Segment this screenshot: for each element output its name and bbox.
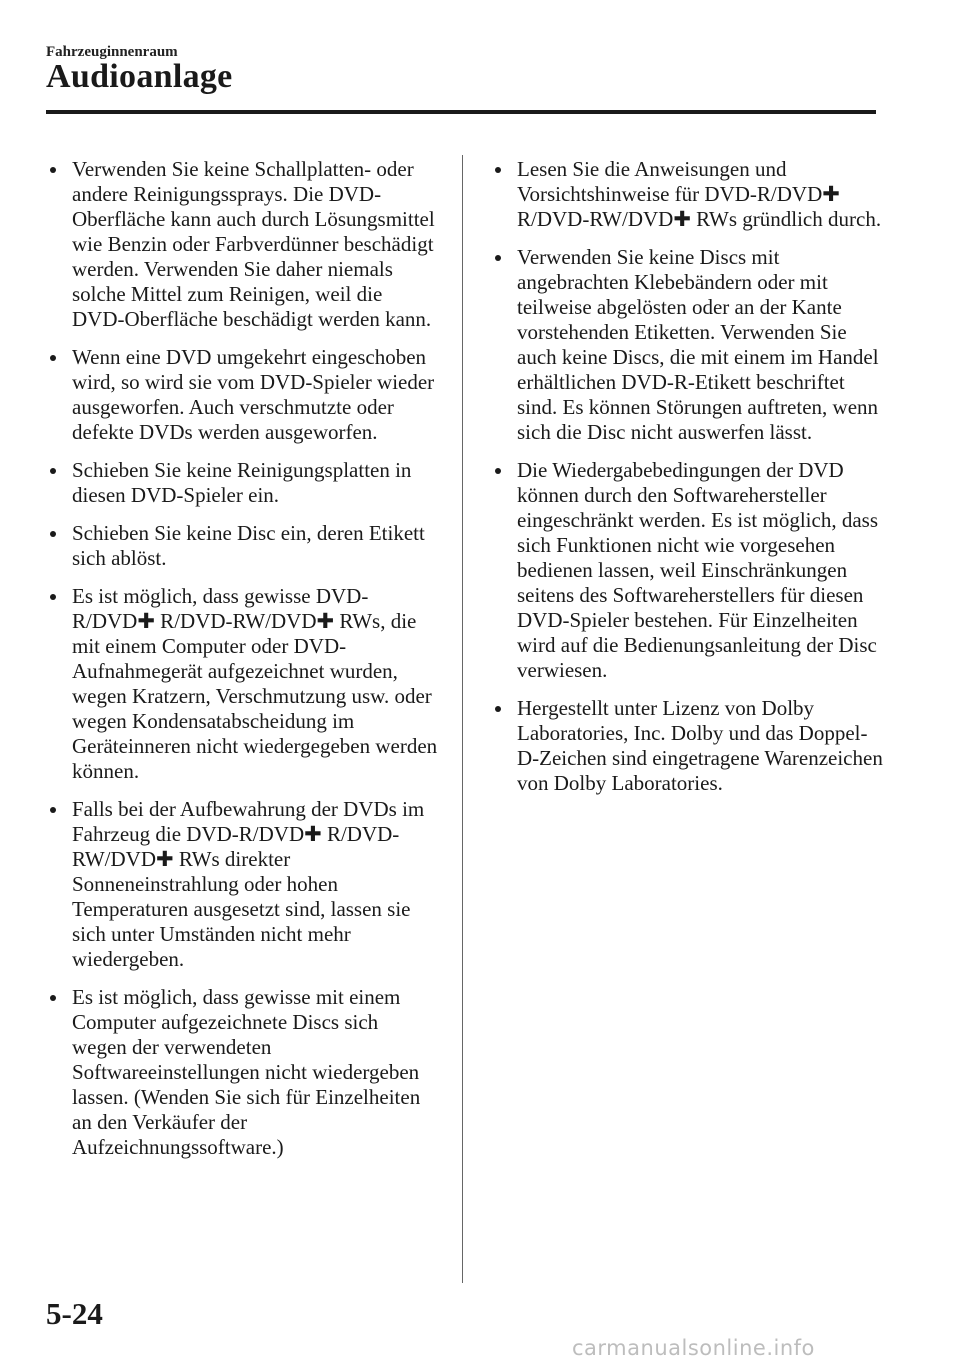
list-item-text: Falls bei der Aufbewahrung der DVDs im Fahrzeug die DVD-R/DVD✚ R/DVD-RW/DVD✚ RWs direkter Sonneneinstrahlung oder hohen Temperaturen ausgesetzt sind, lassen sie sich unter Umständen nicht mehr wiedergeben. (72, 797, 425, 971)
bullet-icon (50, 167, 56, 173)
list-item (46, 797, 438, 972)
list-item-text: Verwenden Sie keine Schallplatten- oder andere Reinigungssprays. Die DVD-Oberfläche kann auch durch Lösungsmittel wie Benzin oder Farbverdünner beschädigt werden. Verwenden Sie daher niemals solche Mittel zum Reinigen, weil die DVD-Oberfläche beschädigt werden kann. (72, 157, 435, 331)
watermark: carmanualsonline.info (572, 1336, 815, 1360)
bullet-icon (495, 468, 501, 474)
list-item (46, 521, 438, 571)
bullet-icon (50, 355, 56, 361)
list-item-text: Schieben Sie keine Disc ein, deren Etikett sich ablöst. (72, 521, 425, 570)
list-item-text: Lesen Sie die Anweisungen und Vorsichtshinweise für DVD-R/DVD✚ R/DVD-RW/DVD✚ RWs gründlich durch. (517, 157, 882, 231)
bullet-icon (50, 468, 56, 474)
list-item-text: Schieben Sie keine Reinigungsplatten in diesen DVD-Spieler ein. (72, 458, 412, 507)
bullet-icon (495, 706, 501, 712)
bullet-icon (495, 255, 501, 261)
list-item (46, 157, 438, 332)
left-column (46, 157, 438, 1173)
list-item-text: Wenn eine DVD umgekehrt eingeschoben wird, so wird sie vom DVD-Spieler wieder ausgeworfen. Auch verschmutzte oder defekte DVDs werden ausgeworfen. (72, 345, 435, 444)
bullet-icon (495, 167, 501, 173)
right-column (491, 157, 886, 809)
list-item (46, 458, 438, 508)
list-item (46, 584, 438, 784)
column-divider (462, 155, 463, 1283)
list-item (491, 157, 886, 232)
section-heading: Fahrzeuginnenraum (46, 44, 178, 60)
list-item (491, 696, 886, 796)
bullet-icon (50, 995, 56, 1001)
bullet-icon (50, 594, 56, 600)
bullet-icon (50, 807, 56, 813)
list-item (491, 245, 886, 445)
list-item (491, 458, 886, 683)
list-item-text: Verwenden Sie keine Discs mit angebrachten Klebebändern oder mit teilweise abgelösten oder an der Kante vorstehenden Etiketten. Verwenden Sie auch keine Discs, die mit einem im Handel erhältlichen DVD-R-Etikett beschriftet sind. Es können Störungen auftreten, wenn sich die Disc nicht auswerfen lässt. (517, 245, 879, 444)
list-item-text: Die Wiedergabebedingungen der DVD können durch den Softwarehersteller eingeschränkt werden. Es ist möglich, dass sich Funktionen nicht wie vorgesehen bedienen lassen, weil Einschränkungen seitens des Softwareherstellers für diesen DVD-Spieler bestehen. Für Einzelheiten wird auf die Bedienungsanleitung der Disc verwiesen. (517, 458, 878, 682)
page-number: 5-24 (46, 1296, 103, 1331)
title-rule (46, 110, 876, 114)
list-item-text: Hergestellt unter Lizenz von Dolby Laboratories, Inc. Dolby und das Doppel-D-Zeichen sind eingetragene Warenzeichen von Dolby Laboratories. (517, 696, 883, 795)
page-title: Audioanlage (46, 58, 233, 95)
bullet-icon (50, 531, 56, 537)
list-item-text: Es ist möglich, dass gewisse DVD-R/DVD✚ R/DVD-RW/DVD✚ RWs, die mit einem Computer oder DVD-Aufnahmegerät aufgezeichnet wurden, wegen Kratzern, Verschmutzung usw. oder wegen Kondensatabscheidung im Geräteinneren nicht wiedergegeben werden können. (72, 584, 438, 783)
list-item-text: Es ist möglich, dass gewisse mit einem Computer aufgezeichnete Discs sich wegen der verwendeten Softwareeinstellungen nicht wiedergeben lassen. (Wenden Sie sich für Einzelheiten an den Verkäufer der Aufzeichnungssoftware.) (72, 985, 421, 1159)
list-item (46, 985, 438, 1160)
list-item (46, 345, 438, 445)
